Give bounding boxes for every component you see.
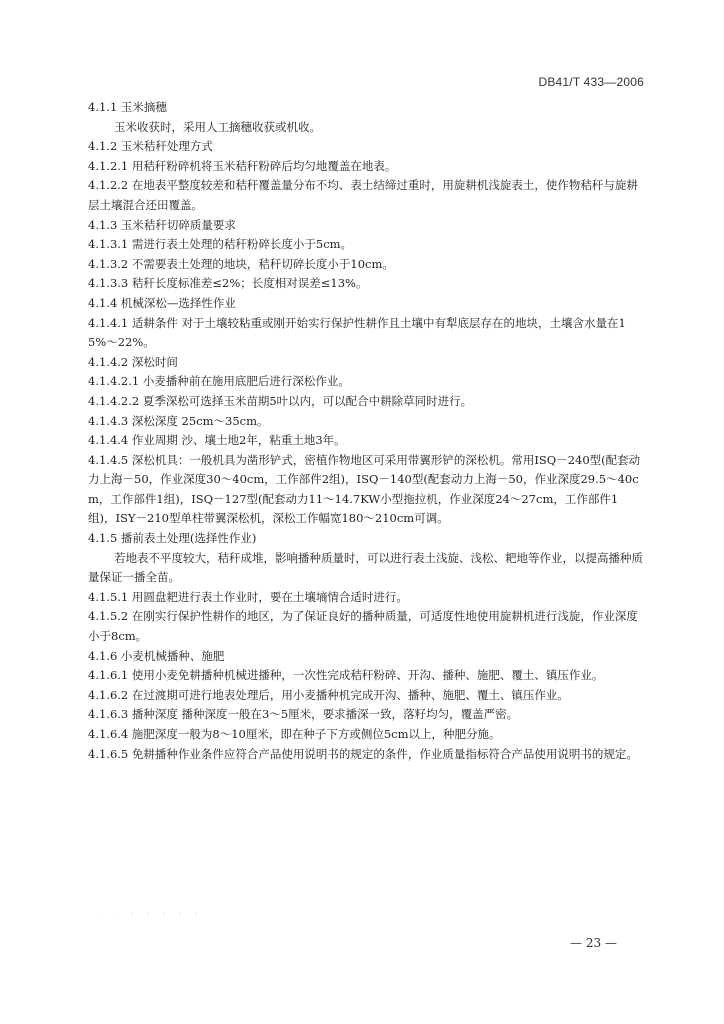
paragraph: 4.1.6.2 在过渡期可进行地表处理后，用小麦播种机完成开沟、播种、施肥、覆土、镇压作业。 — [88, 687, 569, 702]
paragraph: 4.1.5.2 在刚实行保护性耕作的地区，为了保证良好的播种质量，可适度性地使用旋耕机进行浅旋，作业深度小于8cm。 — [88, 609, 638, 644]
paragraph: 4.1.6.5 免耕播种作业条件应符合产品使用说明书的规定的条件，作业质量指标符合产品使用说明书的规定。 — [88, 746, 638, 761]
paragraph: 4.1.3.1 需进行表土处理的秸秆粉碎长度小于5cm。 — [88, 237, 353, 252]
paragraph: 玉米收获时，采用人工摘穗收获或机收。 — [114, 119, 321, 134]
paragraph: 若地表不平度较大，秸秆成堆，影响播种质量时，可以进行表土浅旋、浅松、耙地等作业，以提高播种质量保证一播全苗。 — [88, 550, 643, 585]
paragraph: 4.1.2.1 用秸秆粉碎机将玉米秸秆粉碎后均匀地覆盖在地表。 — [88, 158, 397, 173]
paragraph: 4.1.2 玉米秸秆处理方式 — [88, 139, 213, 154]
page-number: — 23 — — [570, 936, 617, 950]
scan-specks: · · · · · · · — [100, 910, 203, 917]
paragraph: 4.1.1 玉米摘穗 — [88, 100, 167, 114]
paragraph: 4.1.4.3 深松深度 25cm～35cm。 — [88, 413, 269, 428]
document-code: DB41/T 433—2006 — [538, 75, 644, 89]
paragraph: 4.1.4.2.2 夏季深松可选择玉米苗期5叶以内，可以配合中耕除草同时进行。 — [88, 393, 473, 408]
paragraph: 4.1.4.4 作业周期 沙、壤土地2年，粘重土地3年。 — [88, 433, 346, 448]
paragraph: 4.1.3 玉米秸秆切碎质量要求 — [88, 217, 236, 232]
paragraph: 4.1.5.1 用圆盘耙进行表土作业时，要在土壤墒情合适时进行。 — [88, 589, 408, 604]
paragraph: 4.1.4.2 深松时间 — [88, 354, 178, 369]
paragraph: 4.1.4 机械深松—选择性作业 — [88, 295, 236, 310]
paragraph: 4.1.3.3 秸秆长度标准差≤2%；长度相对误差≤13%。 — [88, 276, 368, 291]
body-text — [88, 98, 644, 764]
paragraph: 4.1.4.5 深松机具：一般机具为凿形铲式，密植作物地区可采用带翼形铲的深松机。常用ISQ－240型(配套动力上海－50，作业深度30～40cm，工作部件2组)，ISQ－140型(配套动力上海－50，作业深度29.5～40cm，工作部件1组)，ISQ－127型(配套动力11～14.7KW小型拖拉机，作业深度24～27cm，工作部件1组)，ISY－210型单柱带翼深松机，深松工作幅宽180～210cm可调。 — [88, 452, 641, 526]
paragraph: 4.1.5 播前表土处理(选择性作业) — [88, 531, 257, 546]
paragraph: 4.1.4.1 适耕条件 对于土壤较粘重或刚开始实行保护性耕作且土壤中有犁底层存在的地块，土壤含水量在15%～22%。 — [88, 315, 626, 350]
paragraph: 4.1.3.2 不需要表土处理的地块，秸秆切碎长度小于10cm。 — [88, 256, 394, 271]
paragraph: 4.1.6.4 施肥深度一般为8～10厘米，即在种子下方或侧位5cm以上，种肥分施。 — [88, 727, 501, 741]
paragraph: 4.1.6.3 播种深度 播种深度一般在3～5厘米，要求播深一致，落籽均匀，覆盖严密。 — [88, 707, 519, 722]
paragraph: 4.1.6 小麦机械播种、施肥 — [88, 648, 225, 663]
paragraph: 4.1.4.2.1 小麦播种前在施用底肥后进行深松作业。 — [88, 374, 350, 389]
paragraph: 4.1.2.2 在地表平整度较差和秸秆覆盖量分布不均、表土结缔过重时，用旋耕机浅旋表土，使作物秸秆与旋耕层土壤混合还田覆盖。 — [88, 178, 638, 212]
paragraph: 4.1.6.1 使用小麦免耕播种机械进播种，一次性完成秸秆粉碎、开沟、播种、施肥、覆土、镇压作业。 — [88, 668, 604, 683]
